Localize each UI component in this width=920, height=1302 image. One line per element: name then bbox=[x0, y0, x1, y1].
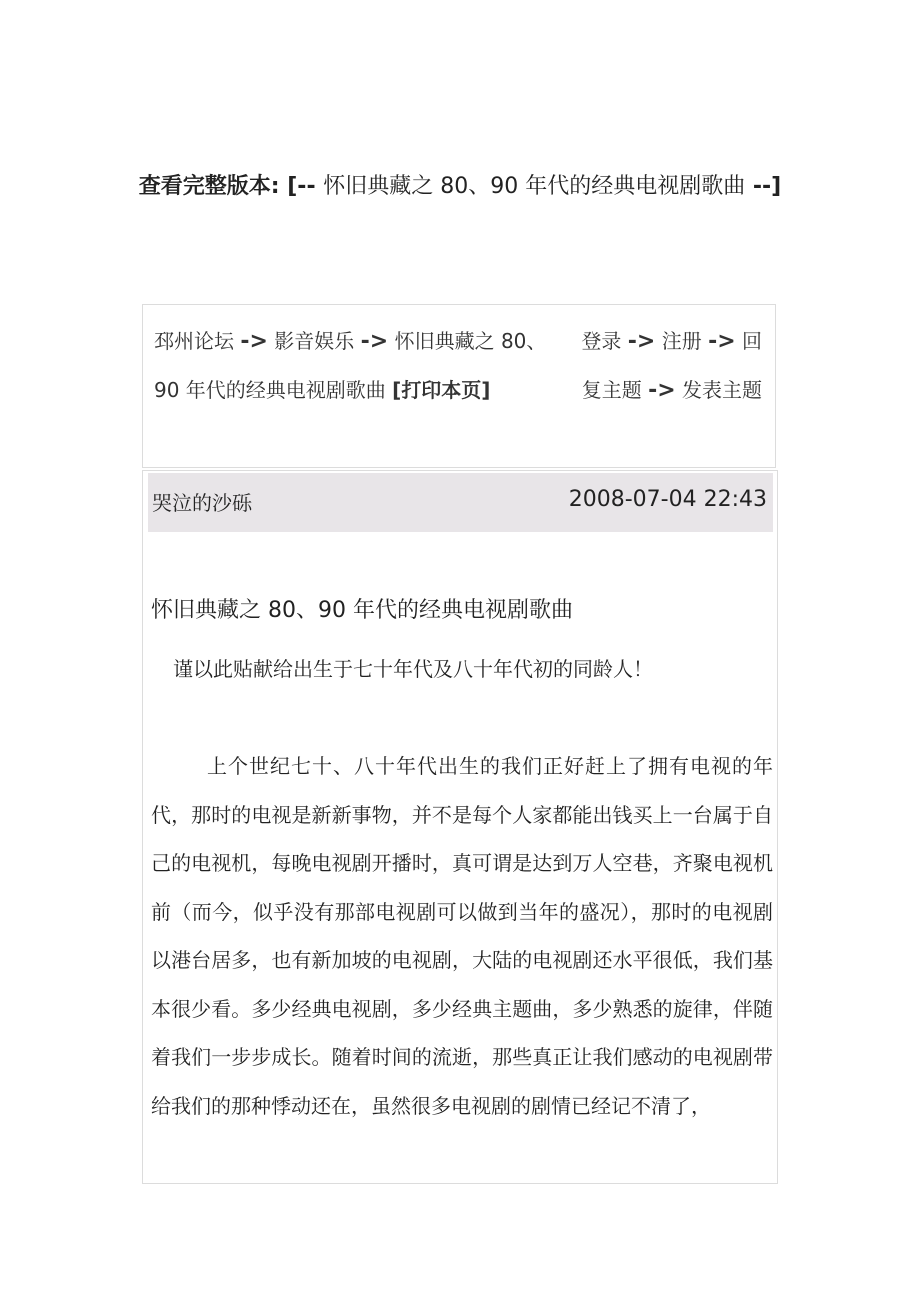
action-separator: -> bbox=[708, 329, 736, 354]
title-suffix: --] bbox=[745, 174, 782, 199]
new-topic-link[interactable]: 发表主题 bbox=[682, 378, 762, 402]
print-page-link[interactable]: [打印本页] bbox=[392, 378, 491, 402]
page-title bbox=[130, 162, 790, 212]
post-header bbox=[148, 473, 773, 532]
breadcrumb-board-link[interactable]: 影音娱乐 bbox=[274, 329, 355, 353]
post-body: 上个世纪七十、八十年代出生的我们正好赶上了拥有电视的年代，那时的电视是新新事物，并不是每个人家都能出钱买上一台属于自己的电视机，每晚电视剧开播时，真可谓是达到万人空巷，齐聚电视机前（而今，似乎没有那部电视剧可以做到当年的盛况），那时的电视剧以港台居多，也有新加坡的电视剧，大陆的电视剧还水平很低，我们基本很少看。多少经典电视剧，多少经典主题曲，多少熟悉的旋律，伴随着我们一步步成长。随着时间的流逝，那些真正让我们感动的电视剧带给我们的那种悸动还在，虽然很多电视剧的剧情已经记不清了， bbox=[151, 754, 773, 1118]
title-topic-link[interactable]: 怀旧典藏之 80、90 年代的经典电视剧歌曲 bbox=[323, 174, 746, 199]
post-dedication: 谨以此贴献给出生于七十年代及八十年代初的同龄人！ bbox=[173, 657, 653, 681]
post bbox=[142, 470, 778, 1184]
action-separator: -> bbox=[627, 329, 656, 354]
title-prefix: 查看完整版本: [-- bbox=[138, 174, 324, 199]
post-subject: 怀旧典藏之 80、90 年代的经典电视剧歌曲 bbox=[151, 598, 573, 623]
breadcrumb-topic-link[interactable]: 怀旧典藏之 80、90 年代的经典电视剧歌曲 bbox=[154, 329, 547, 402]
breadcrumb-forum-link[interactable]: 邳州论坛 bbox=[154, 329, 234, 353]
post-author[interactable]: 哭泣的沙砾 bbox=[152, 491, 252, 515]
reply-topic-link[interactable]: 回复主题 bbox=[581, 329, 762, 402]
login-link[interactable]: 登录 bbox=[581, 329, 622, 353]
navigation-box bbox=[142, 304, 776, 468]
user-actions bbox=[562, 317, 762, 415]
register-link[interactable]: 注册 bbox=[661, 329, 702, 353]
breadcrumb bbox=[154, 317, 559, 414]
breadcrumb-separator: -> bbox=[240, 329, 268, 354]
breadcrumb-separator: -> bbox=[360, 329, 389, 354]
action-separator: -> bbox=[648, 378, 676, 403]
post-timestamp: 2008-07-04 22:43 bbox=[568, 487, 767, 512]
